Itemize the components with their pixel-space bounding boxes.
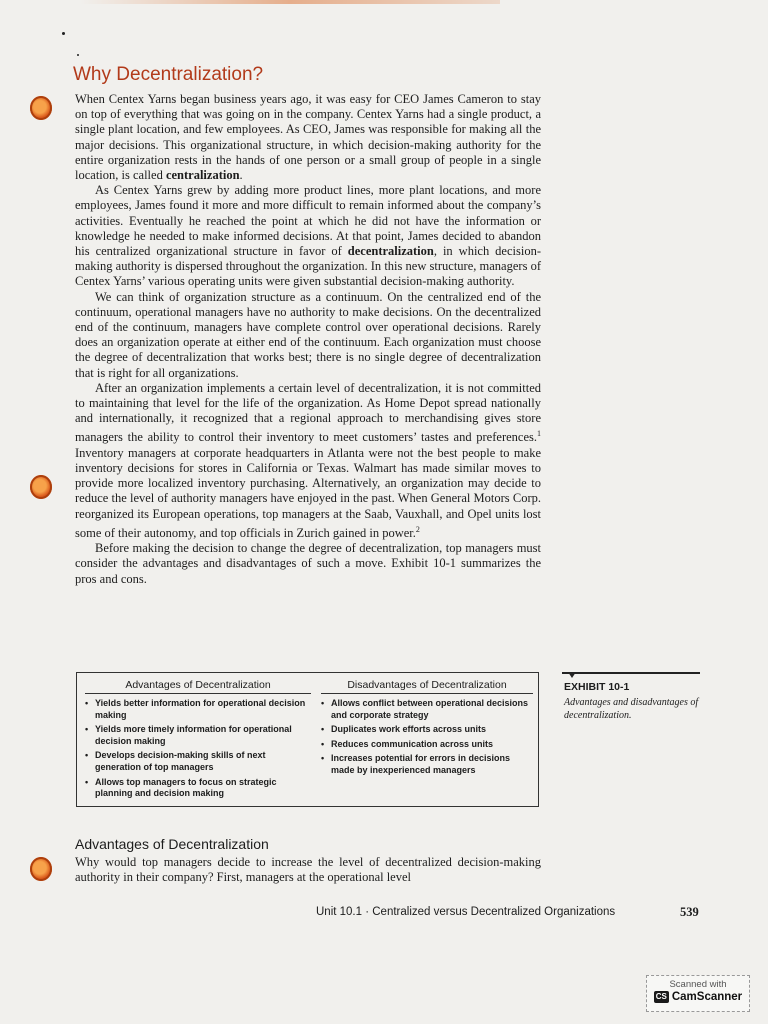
disadvantages-column [321, 679, 533, 780]
section-heading: Why Decentralization? [73, 64, 264, 85]
footnote-ref: 1 [537, 429, 541, 439]
body-text [75, 92, 541, 587]
disadvantages-header: Disadvantages of Decentralization [321, 679, 533, 694]
body-paragraph: After an organization implements a certain level of decentralization, it is not committed to maintaining that level for the life of the organization. As Home Depot spread nationally and internationally, it recognized that a regional approach to merchandising gives store managers the ability to control their inventory to meet customers’ tastes and preferences.$^1$ Inventory managers at corporate headquarters in Atlanta were not the best people to make inventory decisions for stores in California or Texas. Walmart has made similar moves to provide more localized inventory purchasing. Alternatively, an organization may decide to reduce the level of authority managers have enjoyed in the past. When General Motors Corp. reorganized its European operations, top managers at the Saab, Vauxhall, and Opel units lost some of their autonomy, and top officials in Zurich gained in power.$^2$ [75, 380, 541, 540]
highlight-marker-dot [30, 96, 52, 120]
disadvantage-item: • Duplicates work efforts across units [321, 724, 533, 736]
exhibit-label: EXHIBIT 10-1 [564, 681, 630, 693]
exhibit-rule [562, 672, 700, 674]
exhibit-marker-icon [568, 672, 576, 678]
footer-unit-title: Unit 10.1 · Centralized versus Decentralized Organizations [316, 906, 616, 918]
advantages-header: Advantages of Decentralization [85, 679, 311, 694]
footnote-ref: 2 [415, 524, 420, 534]
disadvantage-item: • Increases potential for errors in decisions made by inexperienced managers [321, 753, 533, 776]
highlight-marker-dot [30, 475, 52, 499]
key-term: centralization [165, 168, 240, 183]
body-paragraph: We can think of organization structure as a continuum. On the centralized end of the continuum, operational managers have no authority to make decisions. On the decentralized end of the continuum, managers have complete control over operational decisions. Rarely does an organization operate at either end of the continuum. Each organization must choose the degree of decentralization that works best; there is no single degree of decentralization that is right for all organizations. [75, 289, 541, 380]
advantages-column [85, 679, 311, 803]
exhibit-table [76, 672, 539, 807]
body-paragraph: Before making the decision to change the degree of decentralization, top managers must consider the advantages and disadvantages of such a move. Exhibit 10-1 summarizes the pros and cons. [75, 541, 541, 586]
key-term: decentralization [347, 244, 434, 259]
scan-speck [62, 32, 65, 35]
advantage-item: • Yields better information for operational decision making [85, 698, 311, 721]
advantage-item: • Allows top managers to focus on strategic planning and decision making [85, 777, 311, 800]
exhibit-caption: Advantages and disadvantages of decentralization. [564, 697, 699, 721]
page-number: 539 [680, 905, 699, 919]
advantage-item: • Develops decision-making skills of next generation of top managers [85, 750, 311, 773]
subsection-text: Why would top managers decide to increase the level of decentralized decision-making authority in their company? First, managers at the operational level [75, 855, 541, 885]
camscanner-logo-icon: CS [655, 992, 667, 1001]
camscanner-watermark [646, 975, 750, 1012]
scanner-caption: Scanned with [669, 979, 727, 990]
top-edge-smudge [80, 0, 500, 4]
highlight-marker-dot [30, 857, 52, 881]
disadvantage-item: • Allows conflict between operational decisions and corporate strategy [321, 698, 533, 721]
scan-speck [77, 54, 79, 56]
scanner-brand: CamScanner [671, 991, 743, 1003]
body-paragraph: When Centex Yarns began business years ago, it was easy for CEO James Cameron to stay on top of everything that was going on in the company. Centex Yarns had a single product, a single plant location, and few employees. As CEO, James was responsible for making all the major decisions. This organizational structure, in which decision-making authority for the entire organization rests in the hands of one person or a small group of people in a single location, is called centralization. [75, 92, 541, 183]
disadvantage-item: • Reduces communication across units [321, 739, 533, 751]
subsection-heading: Advantages of Decentralization [75, 836, 269, 852]
advantage-item: • Yields more timely information for operational decision making [85, 724, 311, 747]
body-paragraph: As Centex Yarns grew by adding more product lines, more plant locations, and more employees, James found it more and more difficult to remain informed about the company’s activities. Eventually he reached the point at which he did not have the information or knowledge he needed to make informed decisions. At that point, James decided to abandon his centralized organizational structure in favor of decentralization, in which decision-making authority is dispersed throughout the organization. In this new structure, managers of Centex Yarns’ various operating units were given substantial decision-making authority. [75, 183, 542, 289]
